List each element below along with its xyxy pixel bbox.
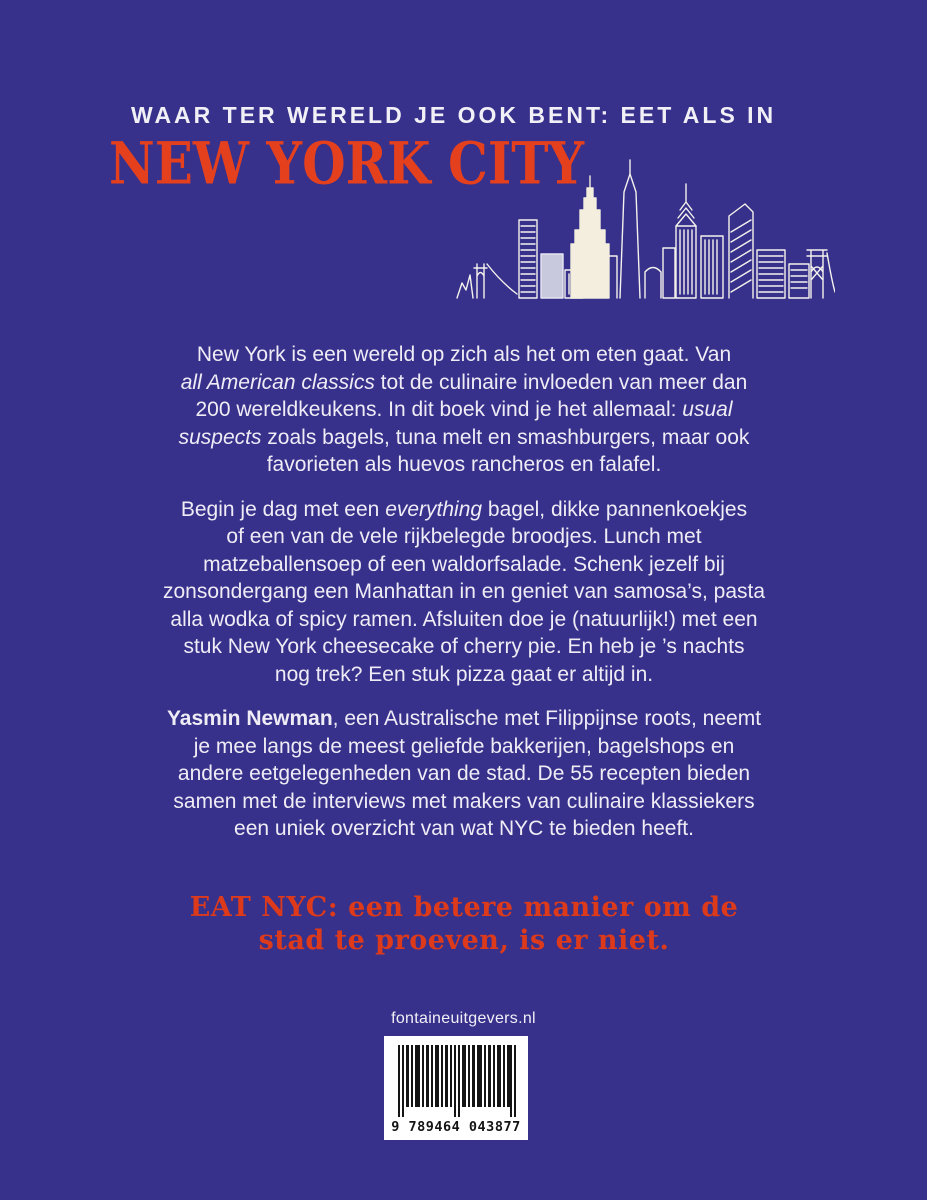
kicker-line: WAAR TER WERELD JE OOK BENT: EET ALS IN [131,102,777,128]
publisher-url: fontaineuitgevers.nl [391,1010,536,1027]
barcode [384,1036,528,1140]
barcode-bars-icon [396,1045,516,1121]
nyc-skyline-icon [455,158,835,306]
isbn-number: 9 789464 043877 [391,1119,521,1135]
tagline: EAT NYC: een betere manier om de stad te proeven, is er niet. [189,892,739,956]
book-title: NEW YORK CITY [109,129,585,198]
blurb-paragraph-3: Yasmin Newman, een Australische met Filippijnse roots, neemt je mee langs de meest geliefde bakkerijen, bagelshops en andere eetgelegenheden van de stad. De 55 recepten bieden samen met de interviews met makers van culinaire klassiekers een uniek overzicht van wat NYC te bieden heeft. [166,707,762,840]
blurb-paragraph-2: Begin je dag met een everything bagel, dikke pannenkoekjes of een van de vele rijkbelegde broodjes. Lunch met matzeballensoep of een waldorfsalade. Schenk jezelf bij zonsondergang een Manhattan in en geniet van samosa’s, pasta alla wodka of spicy ramen. Afsluiten doe je (natuurlijk!) met een stuk New York cheesecake of cherry pie. En heb je ’s nachts nog trek? Een stuk pizza gaat er altijd in. [162,497,766,686]
blurb-paragraph-1: New York is een wereld op zich als het om eten gaat. Van all American classics tot de culinaire invloeden van meer dan 200 wereldkeukens. In dit boek vind je het allemaal: usual suspects zoals bagels, tuna melt en smashburgers, maar ook favorieten als huevos rancheros en falafel. [178,343,750,476]
blurb [84,341,844,860]
